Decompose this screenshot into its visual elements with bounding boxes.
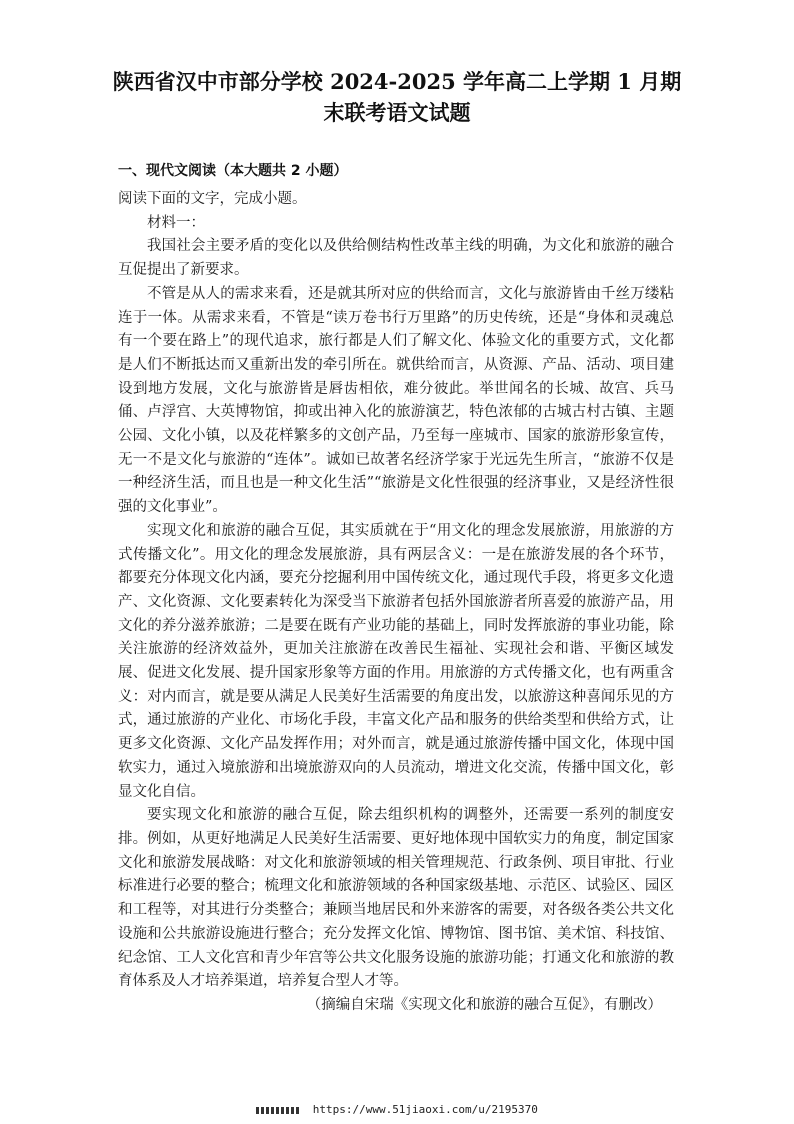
paragraph-1: 我国社会主要矛盾的变化以及供给侧结构性改革主线的明确，为文化和旅游的融合互促提出了新要求。 bbox=[118, 238, 674, 279]
section-heading: 一、现代文阅读（本大题共 2 小题） bbox=[118, 163, 348, 179]
page-footer bbox=[0, 1103, 794, 1116]
source-note: （摘编自宋瑞《实现文化和旅游的融合互促》，有删改） bbox=[306, 996, 662, 1013]
title-line-1: 陕西省汉中市部分学校 2024-2025 学年高二上学期 1 月期 bbox=[112, 69, 682, 94]
material-label: 材料一： bbox=[147, 214, 205, 231]
title-line-2: 末联考语文试题 bbox=[323, 100, 471, 125]
paragraph-3: 实现文化和旅游的融合互促，其实质就在于“用文化的理念发展旅游，用旅游的方式传播文化”。用文化的理念发展旅游，具有两层含义：一是在旅游发展的各个环节，都要充分体现文化内涵，要充分挖掘利用中国传统文化，通过现代手段，将更多文化遗产、文化资源、文化要素转化为深受当下旅游者包括外国旅游者所喜爱的旅游产品，用文化的养分滋养旅游；二是要在既有产业功能的基础上，同时发挥旅游的事业功能，除关注旅游的经济效益外，更加关注旅游在改善民生福祉、实现社会和谐、平衡区域发展、促进文化发展、提升国家形象等方面的作用。用旅游的方式传播文化，也有两重含义：对内而言，就是要从满足人民美好生活需要的角度出发，以旅游这种喜闻乐见的方式，通过旅游的产业化、市场化手段，丰富文化产品和服务的供给类型和供给方式，让更多文化资源、文化产品发挥作用；对外而言，就是通过旅游传播中国文化，体现中国软实力，通过入境旅游和出境旅游双向的人员流动，增进文化交流，传播中国文化，彰显文化自信。 bbox=[118, 522, 674, 800]
document-title bbox=[60, 66, 734, 128]
paragraph-4: 要实现文化和旅游的融合互促，除去组织机构的调整外，还需要一系列的制度安排。例如，从更好地满足人民美好生活需要、更好地体现中国软实力的角度，制定国家文化和旅游发展战略：对文化和旅游领域的相关管理规范、行政条例、项目审批、行业标准进行必要的整合；梳理文化和旅游领域的各种国家级基地、示范区、试验区、园区和工程等，对其进行分类整合；兼顾当地居民和外来游客的需要，对各级各类公共文化设施和公共旅游设施进行整合；充分发挥文化馆、博物馆、图书馆、美术馆、科技馆、纪念馆、工人文化宫和青少年宫等公共文化服务设施的旅游功能；打通文化和旅游的教育体系及人才培养渠道，培养复合型人才等。 bbox=[118, 807, 674, 990]
document-body bbox=[118, 188, 674, 1018]
paragraph-2: 不管是从人的需求来看，还是就其所对应的供给而言，文化与旅游皆由千丝万缕粘连于一体。从需求来看，不管是“读万卷书行万里路”的历史传统，还是“身体和灵魂总有一个要在路上”的现代追求，旅行都是人们了解文化、体验文化的重要方式，文化都是人们不断抵达而又重新出发的牵引所在。就供给而言，从资源、产品、活动、项目建设到地方发展，文化与旅游皆是唇齿相依，难分彼此。举世闻名的长城、故宫、兵马俑、卢浮宫、大英博物馆，抑或出神入化的旅游演艺，特色浓郁的古城古村古镇、主题公园、文化小镇，以及花样繁多的文创产品，乃至每一座城市、国家的旅游形象宣传，无一不是文化与旅游的“连体”。诚如已故著名经济学家于光远先生所言，“旅游不仅是一种经济生活，而且也是一种文化生活”“旅游是文化性很强的经济事业，又是经济性很强的文化事业”。 bbox=[118, 285, 674, 516]
footer-url[interactable]: https://www.51jiaoxi.com/u/2195370 bbox=[312, 1103, 538, 1116]
watermark-logo-icon bbox=[256, 1107, 300, 1114]
reading-instruction: 阅读下面的文字，完成小题。 bbox=[118, 191, 307, 207]
